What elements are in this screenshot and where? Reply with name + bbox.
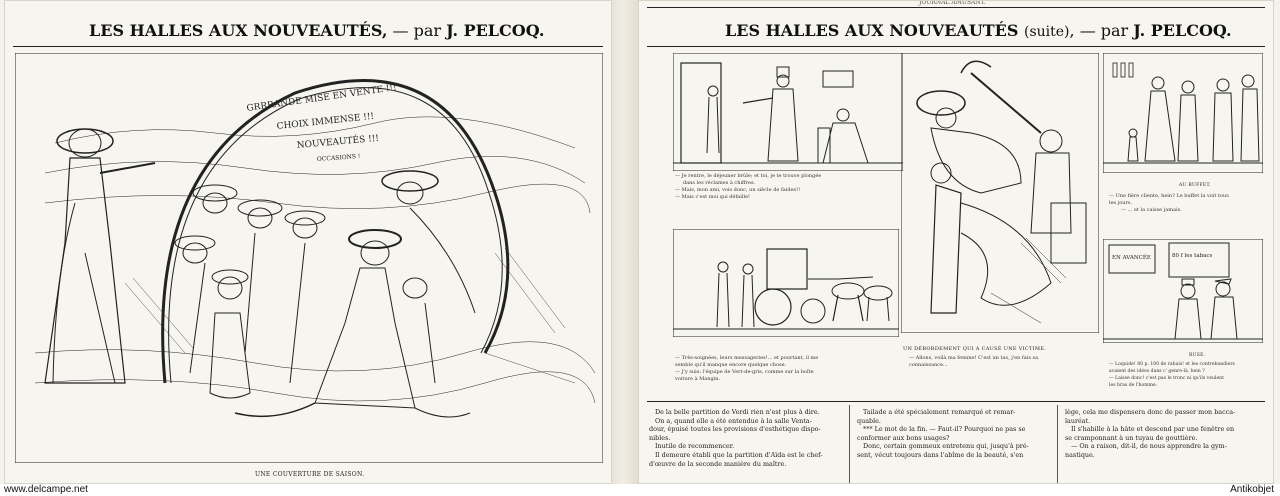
banner-line-4: OCCASIONS ! bbox=[316, 152, 361, 163]
page-gutter bbox=[612, 0, 638, 484]
panel-top-right-illustration bbox=[1103, 53, 1263, 173]
paragraph-line: Tailade a été spécialement remarqué et remar- bbox=[863, 408, 1016, 416]
panel-top-left-illustration bbox=[673, 53, 903, 171]
dialog-line: — Mais c'est moi qui défaille! bbox=[675, 194, 751, 200]
dialog-line: avaient des idées dans c' genre-là, hein ? bbox=[1109, 369, 1205, 374]
column-divider-1 bbox=[849, 405, 850, 483]
panel-bottom-right-title: RUSE. bbox=[1189, 353, 1206, 358]
panel-bottom-right-dialog bbox=[1109, 361, 1269, 389]
text-section-rule bbox=[647, 401, 1265, 402]
paragraph-line: lauréat. bbox=[1065, 416, 1091, 425]
banner-line-3: NOUVEAUTÉS !!! bbox=[296, 133, 380, 151]
right-title-dash: , — par bbox=[1069, 21, 1134, 40]
dialog-line: — ... et la caisse jamais. bbox=[1121, 207, 1182, 213]
left-illustration-caption: UNE COUVERTURE DE SAISON. bbox=[255, 471, 365, 478]
paragraph-line: sent, vécut toujours dans l'abîme de la beauté, s'en bbox=[857, 450, 1024, 459]
paragraph-line: On a, quand elle a été entendue à la salle Venta- bbox=[655, 416, 812, 425]
paragraph-line: Donc, certain gommeux entretenu qui, jusqu'à pré- bbox=[863, 442, 1029, 451]
text-column-2 bbox=[857, 408, 1053, 460]
panel-bottom-right-illustration bbox=[1103, 239, 1263, 343]
panel-center-illustration bbox=[901, 53, 1099, 333]
paragraph-line: Inutile de recommencer. bbox=[655, 442, 735, 451]
paragraph-line: *** Le mot de la fin. — Faut-il? Pourquoi ne pas se bbox=[863, 425, 1026, 434]
dialog-line: dans les réclames à chiffres. bbox=[683, 180, 756, 186]
paragraph-line: De la belle partition de Verdi rien n'est plus à dire. bbox=[655, 408, 820, 416]
season-cover-illustration bbox=[15, 53, 603, 463]
dialog-line: — Loquide! 80 p. 100 de rabais! et les contrebandiers bbox=[1109, 362, 1235, 367]
left-page-title bbox=[89, 21, 544, 40]
dialog-line: semble qu'il manque encore quelque chose. bbox=[675, 362, 787, 368]
right-page bbox=[638, 0, 1274, 484]
column-divider-2 bbox=[1057, 405, 1058, 483]
right-page-title bbox=[725, 21, 1232, 40]
paragraph-line: lège, cela me dispensera donc de passer mon bacca- bbox=[1065, 408, 1236, 416]
antikobjet-brand: Antikobjet bbox=[1230, 484, 1274, 495]
right-title-main: LES HALLES AUX NOUVEAUTÉS bbox=[725, 21, 1019, 40]
left-title-rule bbox=[13, 46, 603, 47]
dialog-line: — Très-soignées, leurs messageries!... et pourtant, il me bbox=[675, 355, 819, 361]
dialog-line: connaissance... bbox=[909, 362, 948, 368]
tobacco-sign-1: EN AVANCÉE bbox=[1112, 255, 1151, 261]
right-header-strip: JOURNAL AMUSANT. bbox=[919, 0, 986, 6]
panel-center-caption: UN DÉBORDEMENT QUI A CAUSÉ UNE VICTIME. bbox=[903, 346, 1047, 352]
dialog-line: — Allons, voilà ma femme! C'est un tas, j'en fais sa bbox=[909, 355, 1039, 361]
banner-line-2: CHOIX IMMENSE !!! bbox=[276, 111, 375, 132]
paragraph-line: — On a raison, dit-il, de nous apprendre la gym- bbox=[1071, 442, 1227, 451]
dialog-line: — Laisse donc! c'est pas le tronc ni qu'ils veulent bbox=[1109, 376, 1224, 381]
right-title-rule bbox=[647, 46, 1265, 47]
paragraph-line: d'œuvre de la seconde manière du maître. bbox=[649, 459, 787, 468]
tobacco-sign-2: 80 f les tabacs bbox=[1172, 253, 1213, 259]
right-title-author: J. PELCOQ. bbox=[1133, 21, 1232, 40]
paragraph-line: se cramponnant à un tuyau de gouttière. bbox=[1065, 433, 1198, 442]
dialog-line: — Je rentre, le déjeuner brûle; et toi, je te trouve plongée bbox=[675, 173, 822, 179]
paragraph-line: nastique. bbox=[1065, 450, 1095, 459]
dialog-line: — Mais, mon ami, vois donc, un siècle de faides!! bbox=[675, 187, 801, 193]
panel-top-right-dialog bbox=[1109, 193, 1269, 214]
paragraph-line: Il s'habille à la hâte et descend par une fenêtre en bbox=[1071, 425, 1235, 434]
paragraph-line: dour, épuisé toutes les provisions d'esthétique dispo- bbox=[649, 425, 821, 434]
right-title-suite: (suite) bbox=[1024, 24, 1070, 40]
dialog-line: — Une fière cliente, hein? Le buffet la voit tous bbox=[1109, 193, 1229, 199]
right-header-rule bbox=[647, 7, 1265, 8]
dialog-line: — J'y suis: l'équipe de Vert-de-gris, comme sur la boîte bbox=[675, 369, 814, 375]
panel-bottom-left-illustration bbox=[673, 229, 899, 337]
dialog-line: les jours. bbox=[1109, 200, 1133, 206]
left-title-main: LES HALLES AUX NOUVEAUTÉS, bbox=[89, 21, 388, 40]
panel-bottom-left-dialog bbox=[675, 355, 905, 383]
paragraph-line: conformer aux bons usages? bbox=[857, 433, 950, 442]
left-title-author: J. PELCOQ. bbox=[446, 21, 545, 40]
dialog-line: voiture à Mangin. bbox=[675, 376, 721, 382]
panel-center-dialog bbox=[909, 355, 1099, 369]
panel-top-right-title: AU BUFFET. bbox=[1179, 183, 1211, 188]
left-page bbox=[4, 0, 612, 484]
footer-strip bbox=[0, 484, 1280, 496]
text-column-1 bbox=[649, 408, 845, 468]
left-title-dash: — par bbox=[387, 21, 447, 40]
text-column-3 bbox=[1065, 408, 1265, 460]
paragraph-line: Il demeure établi que la partition d'Aïda est le chef- bbox=[655, 450, 823, 459]
paragraph-line: quable. bbox=[857, 416, 881, 425]
banner-line-1: GRRRANDE MISE EN VENTE !!! bbox=[246, 82, 398, 114]
paragraph-line: nibles. bbox=[649, 433, 671, 442]
panel-top-left-dialog bbox=[675, 173, 905, 201]
delcampe-url-link[interactable]: www.delcampe.net bbox=[4, 484, 88, 495]
dialog-line: les bras de l'homme. bbox=[1109, 383, 1158, 388]
